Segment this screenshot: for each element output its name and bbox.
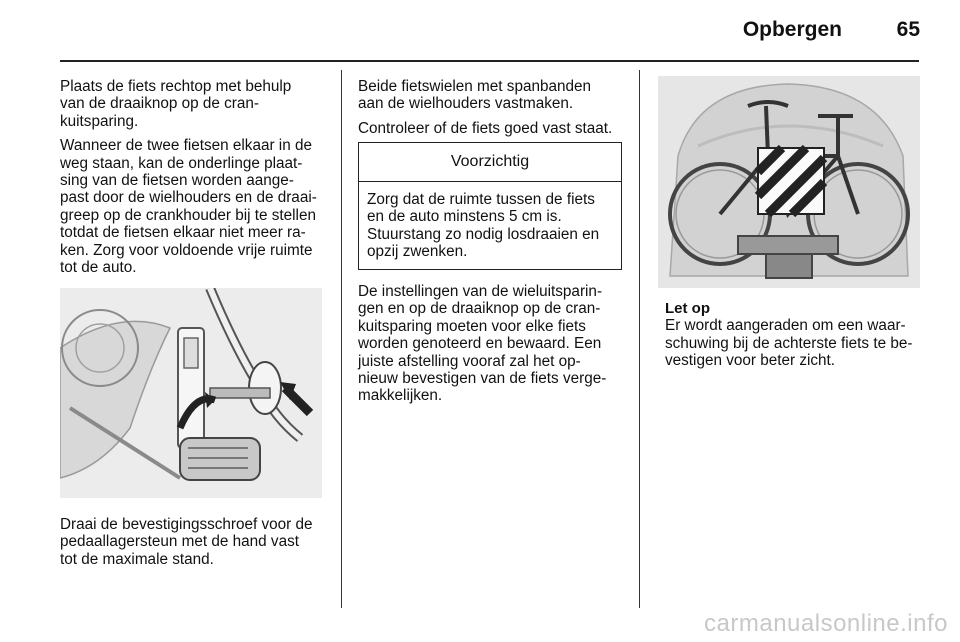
pedal-clamp-illustration — [60, 288, 322, 498]
warning-body: Zorg dat de ruimte tussen de fiets en de auto minstens 5 cm is. Stuurstang zo nodig losdraaien en opzij zwenken. — [367, 191, 600, 261]
warning-title: Voorzichtig — [359, 143, 621, 182]
bike-carrier-illustration — [658, 76, 920, 288]
column-1-text — [60, 78, 332, 283]
watermark: carmanualsonline.info — [704, 610, 948, 637]
bike-carrier-drawing — [658, 76, 920, 288]
header-divider — [60, 60, 919, 62]
column-divider-2 — [639, 70, 640, 608]
note-title: Let op — [665, 300, 710, 317]
paragraph: Wanneer de twee fietsen elkaar in de weg staan, kan de onderlinge plaat- sing van de fietsen worden aange- past door de wielhouders en de draai- greep op de crankhouder bij te stellen totdat de fietsen elkaar niet meer ra- ken. Zorg voor voldoende vrije ruimte tot de auto. — [60, 137, 317, 277]
paragraph: Beide fietswielen met spanbanden aan de wielhouders vastmaken. — [358, 78, 592, 113]
note-body: Er wordt aangeraden om een waar- schuwing bij de achterste fiets te be- vestigen voor beter zicht. — [665, 317, 913, 370]
paragraph: De instellingen van de wieluitsparin- gen en op de draaiknop op de cran- kuitsparing moeten voor elke fiets worden genoteerd en bewaard. Een juiste afstelling vooraf zal het op- nieuw bevestigen van de fiets verge- makkelijken. — [358, 283, 607, 405]
column-3-note — [665, 300, 925, 377]
warning-box — [358, 142, 622, 270]
pedal-clamp-drawing — [60, 288, 322, 498]
page-number: 65 — [896, 18, 920, 41]
column-2-text — [358, 78, 630, 144]
paragraph: Controleer of de fiets goed vast staat. — [358, 119, 613, 137]
paragraph: Plaats de fiets rechtop met behulp van de draaiknop op de cran- kuitsparing. — [60, 78, 292, 130]
column-divider-1 — [341, 70, 342, 608]
page-title: Opbergen — [742, 18, 842, 41]
column-2-after-warning — [358, 283, 630, 412]
figure-caption: Draai de bevestigingsschroef voor de pedaallagersteun met de hand vast tot de maximale stand. — [60, 516, 313, 568]
